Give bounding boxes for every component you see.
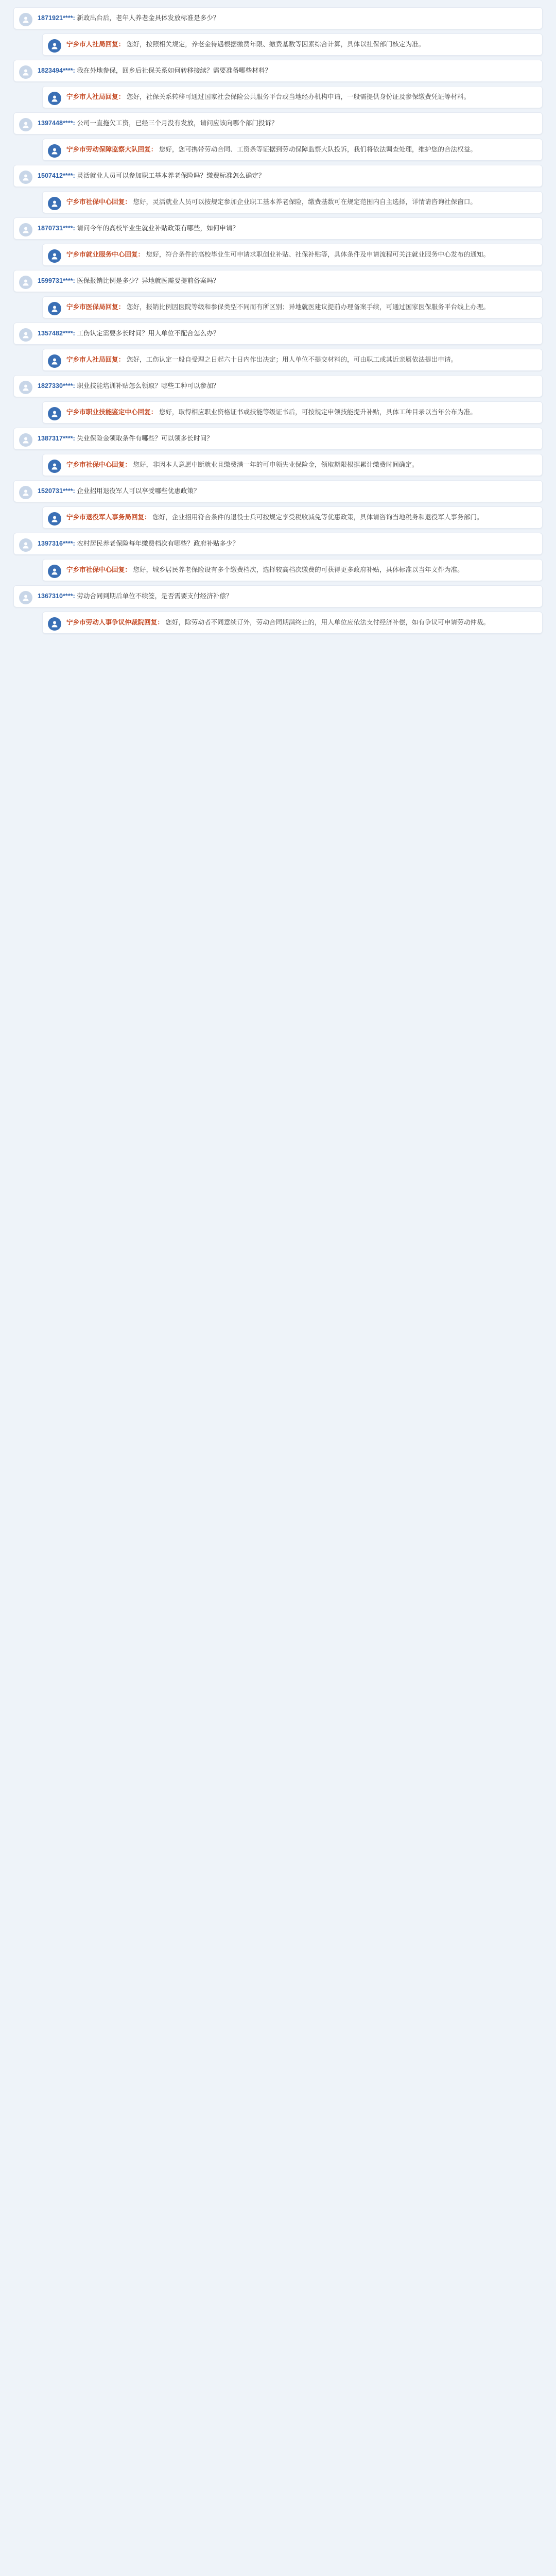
user-avatar-icon [19,591,32,604]
question-card [13,165,543,187]
user-avatar-icon [19,433,32,447]
reply-meta: 宁乡市人社局回复： [66,41,125,48]
question-meta: 1520731****: [38,487,75,495]
question-text: 工伤认定需要多长时间？用人单位不配合怎么办？ [77,330,220,337]
official-avatar-icon [48,407,61,420]
reply-card [42,559,543,581]
question-meta: 1871921****: [38,14,75,22]
reply-text: 您好，社保关系转移可通过国家社会保险公共服务平台或当地经办机构申请，一般需提供身份证及参保缴费凭证等材料。 [126,93,471,100]
reply-meta: 宁乡市劳动保障监察大队回复： [66,146,158,153]
user-avatar-icon [19,171,32,184]
question-card [13,7,543,29]
question-meta: 1397448****: [38,120,75,127]
question-text: 公司一直拖欠工资，已经三个月没有发放，请问应该向哪个部门投诉？ [77,120,278,127]
question-text: 农村居民养老保险每年缴费档次有哪些？政府补贴多少？ [77,540,239,547]
reply-text: 您好，工伤认定一般自受理之日起六十日内作出决定；用人单位不提交材料的，可由职工或其近亲属依法提出申请。 [126,356,458,363]
question-text: 灵活就业人员可以参加职工基本养老保险吗？缴费标准怎么确定？ [77,172,265,179]
reply-card [42,33,543,56]
question-text: 职业技能培训补贴怎么领取？哪些工种可以参加？ [77,382,220,389]
user-avatar-icon [19,118,32,131]
user-avatar-icon [19,486,32,499]
question-card [13,480,543,502]
user-avatar-icon [19,223,32,236]
question-meta: 1397316****: [38,540,75,547]
official-avatar-icon [48,144,61,158]
reply-text: 您好，非因本人意愿中断就业且缴费满一年的可申领失业保险金，领取期限根据累计缴费时间确定。 [133,461,419,468]
reply-text: 您好，灵活就业人员可以按规定参加企业职工基本养老保险，缴费基数可在规定范围内自主选择，详情请咨询社保窗口。 [133,198,477,206]
official-avatar-icon [48,302,61,315]
reply-meta: 宁乡市医保局回复： [66,303,125,311]
question-card [13,323,543,345]
reply-card [42,139,543,161]
user-avatar-icon [19,13,32,26]
question-meta: 1507412****: [38,172,75,179]
official-avatar-icon [48,565,61,578]
reply-meta: 宁乡市退役军人事务局回复： [66,514,151,521]
reply-text: 您好，除劳动者不同意续订外，劳动合同期满终止的，用人单位应依法支付经济补偿，如有争议可申请劳动仲裁。 [165,619,490,626]
reply-card [42,454,543,476]
reply-card [42,244,543,266]
question-card [13,270,543,292]
question-card [13,375,543,397]
reply-meta: 宁乡市社保中心回复： [66,461,131,468]
official-avatar-icon [48,92,61,105]
reply-card [42,401,543,423]
official-avatar-icon [48,354,61,368]
reply-card [42,612,543,634]
reply-card [42,349,543,371]
question-text: 劳动合同到期后单位不续签，是否需要支付经济补偿？ [77,592,233,600]
official-avatar-icon [48,197,61,210]
official-avatar-icon [48,512,61,526]
reply-meta: 宁乡市劳动人事争议仲裁院回复： [66,619,164,626]
reply-text: 您好，符合条件的高校毕业生可申请求职创业补贴、社保补贴等，具体条件及申请流程可关注就业服务中心发布的通知。 [146,251,490,258]
message-thread [13,7,543,634]
user-avatar-icon [19,538,32,552]
question-card [13,217,543,240]
reply-text: 您好，按照相关规定，养老金待遇根据缴费年限、缴费基数等因素综合计算，具体以社保部门核定为准。 [126,41,425,48]
reply-card [42,86,543,108]
reply-text: 您好，您可携带劳动合同、工资条等证据到劳动保障监察大队投诉，我们将依法调查处理，维护您的合法权益。 [159,146,477,153]
official-avatar-icon [48,617,61,631]
reply-meta: 宁乡市人社局回复： [66,356,125,363]
reply-meta: 宁乡市就业服务中心回复： [66,251,145,258]
question-text: 请问今年的高校毕业生就业补贴政策有哪些，如何申请？ [77,225,239,232]
question-meta: 1827330****: [38,382,75,389]
reply-card [42,506,543,529]
user-avatar-icon [19,65,32,79]
official-avatar-icon [48,460,61,473]
reply-card [42,191,543,213]
user-avatar-icon [19,381,32,394]
question-text: 新政出台后，老年人养老金具体发放标准是多少？ [77,14,220,22]
reply-meta: 宁乡市人社局回复： [66,93,125,100]
question-meta: 1599731****: [38,277,75,284]
question-text: 医保报销比例是多少？异地就医需要提前备案吗？ [77,277,220,284]
question-text: 失业保险金领取条件有哪些？可以领多长时间？ [77,435,213,442]
question-meta: 1870731****: [38,225,75,232]
question-card [13,112,543,134]
question-meta: 1823494****: [38,67,75,74]
question-meta: 1387317****: [38,435,75,442]
user-avatar-icon [19,328,32,342]
user-avatar-icon [19,276,32,289]
question-meta: 1357482****: [38,330,75,337]
question-text: 企业招用退役军人可以享受哪些优惠政策？ [77,487,200,495]
reply-meta: 宁乡市社保中心回复： [66,198,131,206]
official-avatar-icon [48,249,61,263]
reply-meta: 宁乡市社保中心回复： [66,566,131,573]
reply-meta: 宁乡市职业技能鉴定中心回复： [66,409,158,416]
question-card [13,60,543,82]
question-text: 我在外地参保，回乡后社保关系如何转移接续？需要准备哪些材料？ [77,67,272,74]
question-card [13,428,543,450]
reply-text: 您好，城乡居民养老保险设有多个缴费档次，选择较高档次缴费的可获得更多政府补贴，具体标准以当年文件为准。 [133,566,464,573]
question-meta: 1367310****: [38,592,75,600]
reply-text: 您好，取得相应职业资格证书或技能等级证书后，可按规定申领技能提升补贴，具体工种目录以当年公布为准。 [159,409,477,416]
reply-card [42,296,543,318]
reply-text: 您好，报销比例因医院等级和参保类型不同而有所区别；异地就医建议提前办理备案手续，可通过国家医保服务平台线上办理。 [126,303,490,311]
question-card [13,533,543,555]
question-card [13,585,543,607]
official-avatar-icon [48,39,61,53]
reply-text: 您好，企业招用符合条件的退役士兵可按规定享受税收减免等优惠政策，具体请咨询当地税务和退役军人事务部门。 [152,514,483,521]
